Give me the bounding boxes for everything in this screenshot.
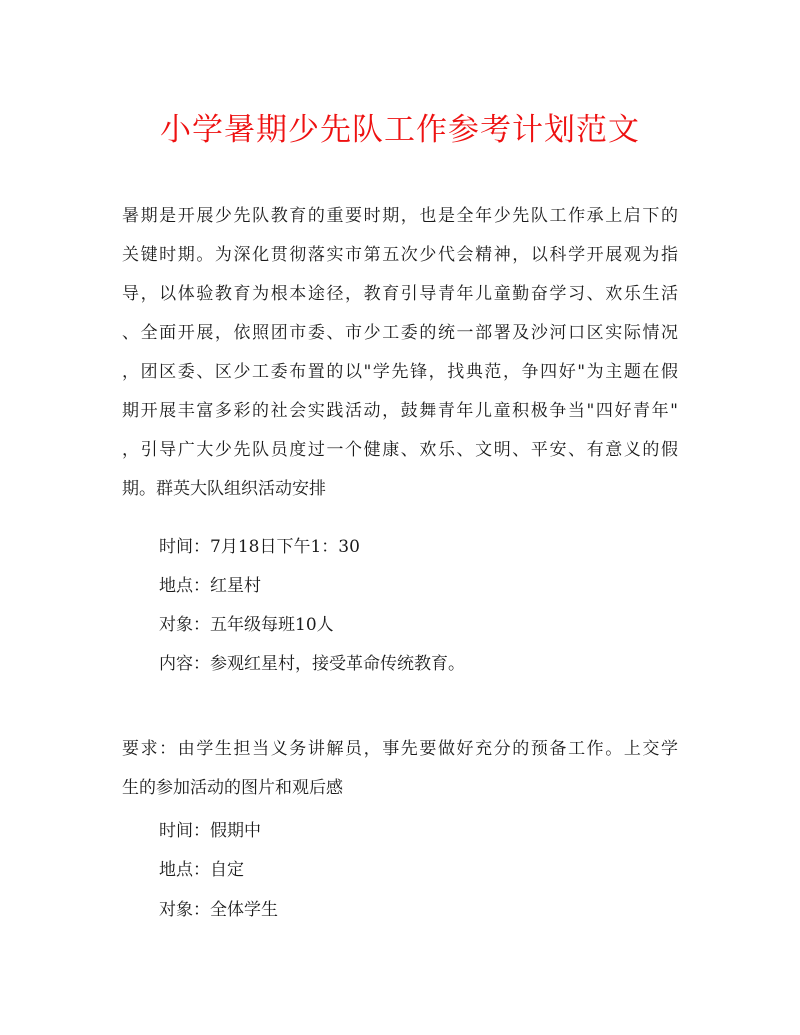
activity2-place: 地点：自定 [159,860,244,880]
intro-line: 关键时期。为深化贯彻落实市第五次少代会精神，以科学开展观为指 [122,245,678,265]
intro-line: ，团区委、区少工委布置的以"学先锋，找典范，争四好"为主题在假 [122,362,678,382]
requirement-line: 生的参加活动的图片和观后感 [122,778,343,798]
intro-line: 、全面开展，依照团市委、市少工委的统一部署及沙河口区实际情况 [122,323,678,343]
intro-line: 导，以体验教育为根本途径，教育引导青年儿童勤奋学习、欢乐生活 [122,284,678,304]
activity1-time: 时间：7月18日下午1：30 [159,537,360,557]
requirement-line: 要求：由学生担当义务讲解员，事先要做好充分的预备工作。上交学 [122,739,678,759]
intro-line: 期。群英大队组织活动安排 [122,479,326,499]
requirement-paragraph [122,730,678,808]
activity1-target: 对象：五年级每班10人 [159,615,334,635]
document-title: 小学暑期少先队工作参考计划范文 [160,112,640,148]
intro-paragraph [122,197,678,509]
activity1-content: 内容：参观红星村，接受革命传统教育。 [159,654,465,674]
intro-line: 暑期是开展少先队教育的重要时期，也是全年少先队工作承上启下的 [122,206,678,226]
activity2-target: 对象：全体学生 [159,900,278,920]
activity2-time: 时间：假期中 [159,821,261,841]
intro-line: ，引导广大少先队员度过一个健康、欢乐、文明、平安、有意义的假 [122,440,678,460]
intro-line: 期开展丰富多彩的社会实践活动，鼓舞青年儿童积极争当"四好青年" [122,401,678,421]
activity1-place: 地点：红星村 [159,576,261,596]
